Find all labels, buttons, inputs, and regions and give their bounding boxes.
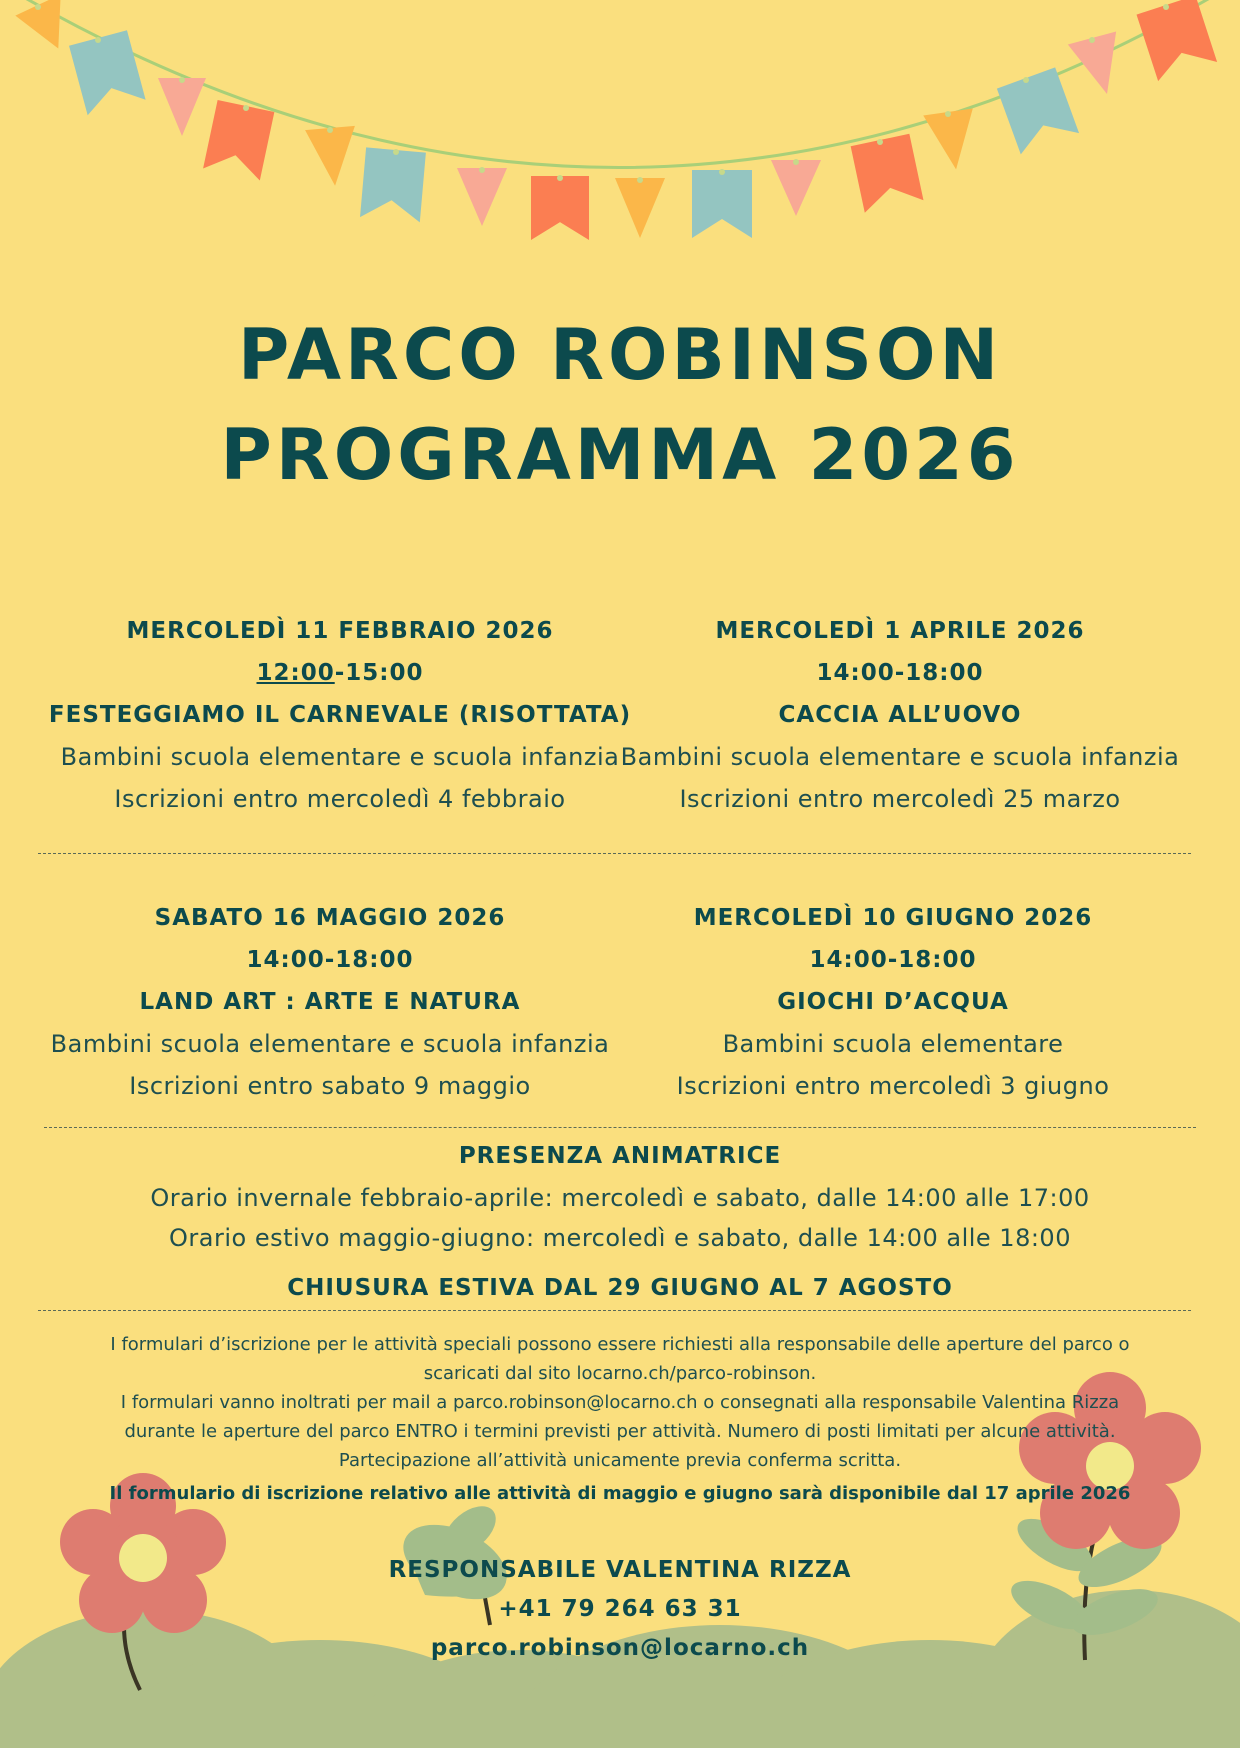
event-time: 14:00-18:00 [246,947,414,973]
bunting-flag [615,178,665,238]
bunting-clip [793,159,799,165]
event-time-start: 12:00 [256,660,335,686]
bunting-flag [923,109,981,173]
event-date: SABATO 16 MAGGIO 2026 [154,905,506,931]
contact-responsible: RESPONSABILE VALENTINA RIZZA [388,1557,852,1583]
event-activity: GIOCHI D’ACQUA [777,989,1009,1015]
event-activity: LAND ART : ARTE E NATURA [139,989,521,1015]
contact-block [0,1551,1240,1668]
event-time: 14:00-18:00 [816,660,984,686]
title-line-2: PROGRAMMA 2026 [220,414,1020,496]
bunting-clip [557,175,563,181]
bunting-flag [203,100,274,181]
bunting-clip [719,169,725,175]
contact-phone[interactable]: +41 79 264 63 31 [498,1596,742,1622]
event-time [40,652,640,694]
bunting-clip [1089,37,1095,43]
event-date: MERCOLEDÌ 10 GIUGNO 2026 [693,905,1093,931]
bunting-flag [692,170,752,238]
bunting-clip [637,177,643,183]
event-activity: FESTEGGIAMO IL CARNEVALE (RISOTTATA) [48,702,632,728]
event-audience: Bambini scuola elementare [722,1030,1064,1058]
bunting-flag [158,78,206,136]
bunting-flag [851,134,924,213]
info-line: Partecipazione all’attività unicamente previa conferma scritta. [338,1450,902,1471]
presence-winter-hours: Orario invernale febbraio-aprile: mercoledì e sabato, dalle 14:00 alle 17:00 [150,1184,1090,1212]
bunting-flag [305,126,360,188]
info-line: I formulari d’iscrizione per le attività speciali possono essere richiesti alla responsabile delle aperture del parco o [110,1334,1130,1355]
event-date: MERCOLEDÌ 11 FEBBRAIO 2026 [126,618,554,644]
info-line: scaricati dal sito locarno.ch/parco-robinson. [423,1363,817,1384]
bunting-clip [95,37,101,43]
summer-closure: CHIUSURA ESTIVA DAL 29 GIUGNO AL 7 AGOSTO [287,1275,953,1301]
bunting-clip [179,77,185,83]
bunting-flag [771,160,821,216]
bunting-flag [360,147,426,222]
event-card [593,897,1193,1107]
info-block [0,1330,1240,1508]
bunting-clip [479,167,485,173]
bunting-flag [1137,0,1218,81]
bunting-flags [15,0,1217,240]
bunting-clip [393,149,399,155]
event-time: 14:00-18:00 [809,947,977,973]
presence-summer-hours: Orario estivo maggio-giugno: mercoledì e sabato, dalle 14:00 alle 18:00 [169,1224,1071,1252]
event-audience: Bambini scuola elementare e scuola infanzia [620,743,1180,771]
divider [38,1310,1191,1311]
event-card [40,610,640,820]
bunting-clip [35,4,41,10]
info-notice: Il formulario di iscrizione relativo alle attività di maggio e giugno sarà disponibile dal 17 aprile 2026 [109,1483,1131,1504]
bunting-clip [243,105,249,111]
event-registration: Iscrizioni entro mercoledì 4 febbraio [114,785,566,813]
event-card [600,610,1200,820]
bunting-clip [945,111,951,117]
bunting-flag [531,176,589,240]
event-registration: Iscrizioni entro sabato 9 maggio [129,1072,531,1100]
presence-heading: PRESENZA ANIMATRICE [458,1143,782,1169]
event-audience: Bambini scuola elementare e scuola infanzia [50,1030,610,1058]
event-registration: Iscrizioni entro mercoledì 25 marzo [679,785,1121,813]
bunting-flag [69,30,146,115]
bunting-clip [1023,77,1029,83]
divider [44,1127,1196,1128]
info-line: durante le aperture del parco ENTRO i termini previsti per attività. Numero di posti limitati per alcune attività. [124,1421,1116,1442]
contact-email[interactable]: parco.robinson@locarno.ch [430,1635,810,1661]
bunting-clip [1163,4,1169,10]
bunting-clip [327,127,333,133]
event-date: MERCOLEDÌ 1 APRILE 2026 [715,618,1085,644]
title-line-1: PARCO ROBINSON [237,314,1003,396]
bunting-flag [457,168,507,226]
event-activity: CACCIA ALL’UOVO [778,702,1022,728]
event-card [30,897,630,1107]
info-line: I formulari vanno inoltrati per mail a parco.robinson@locarno.ch o consegnati alla responsabile Valentina Rizza [120,1392,1120,1413]
event-audience: Bambini scuola elementare e scuola infanzia [60,743,620,771]
bunting-flag [997,67,1079,154]
bunting-clip [877,139,883,145]
divider [38,853,1191,854]
event-registration: Iscrizioni entro mercoledì 3 giugno [676,1072,1110,1100]
event-time-end: -15:00 [334,660,424,686]
